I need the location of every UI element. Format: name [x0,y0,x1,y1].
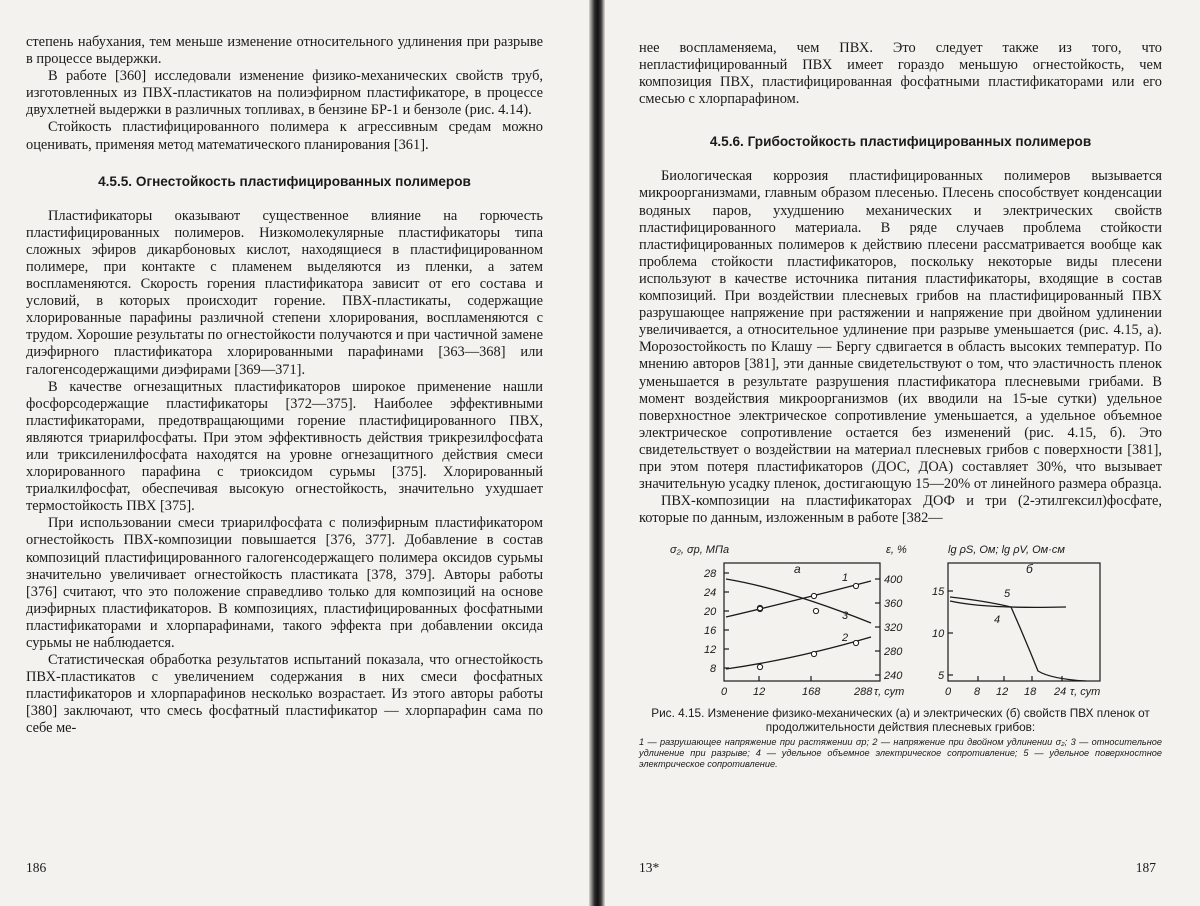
x-a-tick: 0 [720,686,727,699]
y-right-tick: 240 [883,670,902,683]
section-heading: 4.5.6. Грибостойкость пластифицированных полимеров [709,134,1092,150]
paragraph: При использовании смеси триарилфосфата с полиэфирным пластификатором огнестойкость ПВХ-композиции повышается [376, 377]. Добавление в состав композиций пластифицированного галогенсодержащего полимера оксидов сурьмы значительно увеличивает огнестойкость пластиката [378, 379]. Авторы работы [376] считают, что это положение справедливо только для композиций на основе диэфирных пластификаторов. В композициях, пластифицированных фосфатными пластификаторами и хлорпарафинами, такого эффекта при добавлении оксида сурьмы не наблюдается. [26,515,543,651]
left-text-after [26,208,543,738]
y-b-tick: 5 [937,670,944,683]
x-a-tick: 168 [801,686,820,699]
x-a-unit: τ, сут [873,686,904,699]
curve-1 [726,581,871,617]
curve-3 [726,579,871,623]
curve-label: 1 [841,572,848,585]
curve-2 [726,637,871,669]
x-b-tick: 12 [995,686,1008,699]
x-b-unit: τ, сут [1069,686,1100,699]
page-number-right: 187 [1135,860,1156,875]
x-a-tick: 288 [853,686,872,699]
paragraph: Статистическая обработка результатов испытаний показала, что огнестойкость ПВХ-пластикатов с увеличением содержания в них смеси фосфатных пластификаторов и хлорпарафинов несколько возрастает. Из этого авторы работы [380] заключают, что смесь фосфатный пластификатор — хлорпарафин сама по себе ме- [26,652,543,737]
left-text-before [26,34,543,154]
y-right-tick: 320 [883,622,902,635]
left-page [0,0,597,906]
x-b-tick: 0 [944,686,951,699]
curve-label: 2 [841,632,848,645]
paragraph: ПВХ-композиции на пластификаторах ДОФ и три (2-этилгексил)фосфате, которые по данным, изложенным в работе [382— [639,493,1162,527]
figure-chart [666,541,1136,703]
y-right-tick: 360 [883,598,902,611]
panel-b-label: б [1025,562,1033,577]
y-right-tick: 280 [883,646,902,659]
left-axis-title: σ₂, σр, МПа [669,544,729,557]
y-left-tick: 16 [703,625,716,638]
right-page [597,0,1194,906]
x-b-tick: 24 [1053,686,1066,699]
paragraph: Пластификаторы оказывают существенное влияние на горючесть пластифицированных полимеров. Низкомолекулярные пластификаторы типа сложных эфиров дикарбоновых кислот, находящиеся в пластифицированном полимере, при контакте с пламенем выделяются из пленки, а затем воспламеняются. Скорость горения пластификатора зависит от его состава и условий, в которых происходит горение. ПВХ-пластикаты, содержащие хлорированные парафины различной степени хлорирования, воспламеняются с трудом. Хорошие результаты по огнестойкости получаются и при частичной замене диэфирного пластификатора хлорированными парафинами [363—368] или галогенсодержащими диэфирами [369—371]. [26,207,543,378]
x-a-tick: 12 [752,686,765,699]
signature-mark: 13* [639,860,660,875]
y-b-tick: 10 [931,628,944,641]
section-heading: 4.5.5. Огнестойкость пластифицированных полимеров [98,173,471,189]
figure-caption: Рис. 4.15. Изменение физико-механических (а) и электрических (б) свойств ПВХ пленок от продолжительности действия плесневых грибов: [651,706,1150,734]
y-b-tick: 15 [931,586,944,599]
y-right-tick: 400 [883,574,902,587]
panel-b-frame [948,563,1100,681]
panel-b-axis-title: lg ρS, Ом; lg ρV, Ом·см [947,544,1065,557]
y-left-tick: 28 [703,568,716,581]
paragraph: степень набухания, тем меньше изменение относительного удлинения при разрыве в процессе выдержки. [26,34,543,68]
curve-label: 5 [1003,588,1010,601]
paragraph: В качестве огнезащитных пластификаторов широкое применение нашли фосфорсодержащие пластификаторы [372—375]. Наиболее эффективными пластификаторами, предотвращающими горение пластифицированного ПВХ, являются триарилфосфаты. При этом эффективность действия трикрезилфосфата или триксиленилфосфата находятся на уровне огнезащитного действия смеси хлорированного парафина с триоксидом сурьмы [375]. Хлорированный триалкилфосфат, обеспечивая высокую огнестойкость, значительно ухудшает термостойкость ПВХ [375]. [26,378,543,515]
figure-4-15 [639,541,1162,770]
paragraph: Биологическая коррозия пластифицированных полимеров вызывается микроорганизмами, главным образом плесенью. Плесень способствует конденсации водяных паров, ухудшению механических и электрических свойств пластифицированного материала. В ряде случаев проблема стойкости пластифицированных полимеров к действию плесени рассматривается вообще как проблема стойкости пластификаторов, поскольку некоторые виды плесени используют в качестве источника питания пластификаторы, входящие в состав композиций. При воздействии плесневых грибов на пластифицированный ПВХ разрушающее напряжение при растяжении и напряжение при двойном удлинении увеличивается, а относительное удлинение при разрыве уменьшается (рис. 4.15, а). Морозостойкость по Клашу — Бергу сдвигается в область высоких температур. По мнению авторов [381], эти данные свидетельствуют о том, что эластичность пленок уменьшается в результате разрушения пластификатора плесневыми грибами. В момент воздействия микроорганизмов (их вводили на 15-ые сутки) удельное поверхностное электрическое сопротивление уменьшается, а удельное объемное электрическое сопротивление остается без изменений (рис. 4.15, б). Это свидетельствует о воздействии на материал плесневых грибов с поверхности [381], при этом потеря пластификаторов (ДОС, ДОА) составляет 30%, что вызывает значительную усадку пленок, достигающую 15—20% от линейного размера образца. [639,168,1162,493]
page-number-left: 186 [26,860,47,875]
paragraph: В работе [360] исследовали изменение физико-механических свойств труб, изготовленных из ПВХ-пластикатов на полиэфирном пластификаторе, в процессе двухлетней выдержки в различных топливах, в бензине БР-1 и бензоле (рис. 4.14). [26,68,543,119]
x-b-tick: 18 [1023,686,1036,699]
curve-5 [950,597,1086,681]
right-axis-title: ε, % [885,544,907,557]
curve-4 [950,601,1066,607]
y-left-tick: 24 [703,587,716,600]
paragraph: нее воспламеняема, чем ПВХ. Это следует также из того, что непластифицированный ПВХ имеет гораздо меньшую огнестойкость, чем композиция ПВХ, пластифицированная фосфатными пластификаторами или его смесью с хлорпарафином. [639,40,1162,108]
y-left-tick: 20 [703,606,716,619]
y-left-tick: 12 [703,644,716,657]
x-b-tick: 8 [973,686,980,699]
figure-legend: 1 — разрушающее напряжение при растяжении σр; 2 — напряжение при двойном удлинении σ₂; 3 — относительное удлинение при разрыве; 4 — удельное объемное электрическое сопротивление; 5 — удельное поверхностное электрическое сопротивление. [639,737,1162,770]
paragraph: Стойкость пластифицированного полимера к агрессивным средам можно оценивать, применяя метод математического планирования [361]. [26,119,543,153]
curve-label: 4 [993,614,1000,627]
panel-a-frame [724,563,880,681]
curve-label: 3 [841,610,848,623]
y-left-tick: 8 [709,663,716,676]
panel-a-label: а [793,562,801,577]
